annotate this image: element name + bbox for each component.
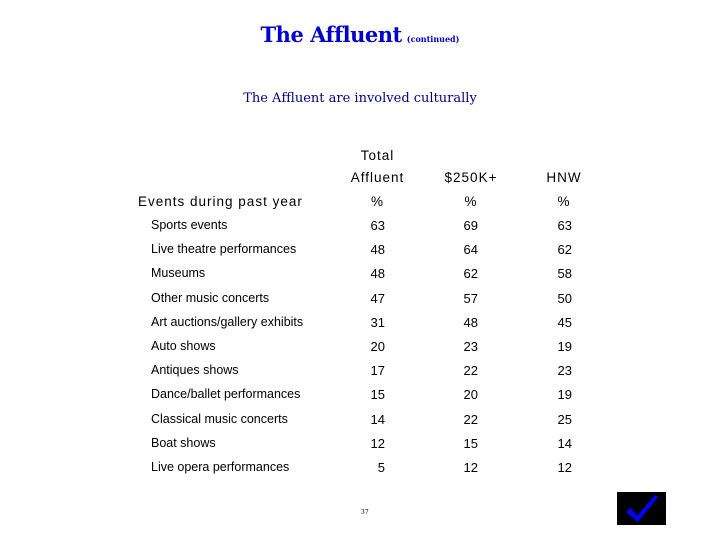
table-cell-value: 63 <box>557 218 572 233</box>
col-total-header-line1: Total <box>360 148 395 163</box>
table-cell-value: 12 <box>463 460 478 475</box>
table-cell-value: 14 <box>557 436 572 451</box>
col-hnw-header: HNW <box>546 170 582 185</box>
table-cell-value: 45 <box>557 315 572 330</box>
table-row-label: Live opera performances <box>151 460 290 474</box>
table-cell-value: 31 <box>370 315 385 330</box>
table-row-label: Sports events <box>151 218 228 232</box>
table-cell-value: 57 <box>463 291 478 306</box>
table-cell-value: 19 <box>557 339 572 354</box>
title-main: The Affluent <box>260 22 402 47</box>
table-cell-value: 22 <box>463 412 478 427</box>
col-250k-unit: % <box>464 194 478 209</box>
table-cell-value: 14 <box>370 412 385 427</box>
table-cell-value: 20 <box>370 339 385 354</box>
col-hnw-unit: % <box>557 194 571 209</box>
table-cell-value: 23 <box>557 363 572 378</box>
table-cell-value: 48 <box>370 266 385 281</box>
table-row-label: Dance/ballet performances <box>151 387 301 401</box>
table-cell-value: 25 <box>557 412 572 427</box>
table-cell-value: 12 <box>557 460 572 475</box>
table-cell-value: 50 <box>557 291 572 306</box>
table-cell-value: 12 <box>370 436 385 451</box>
checkmark-button[interactable] <box>617 492 666 525</box>
table-cell-value: 62 <box>463 266 478 281</box>
table-cell-value: 15 <box>370 387 385 402</box>
col-total-header-line2: Affluent <box>350 170 405 185</box>
table-cell-value: 5 <box>377 460 385 475</box>
table-cell-value: 20 <box>463 387 478 402</box>
table-row-label: Museums <box>151 266 206 280</box>
table-cell-value: 58 <box>557 266 572 281</box>
table-cell-value: 22 <box>463 363 478 378</box>
table-cell-value: 64 <box>463 242 478 257</box>
table-cell-value: 17 <box>370 363 385 378</box>
table-row-label: Other music concerts <box>151 291 270 305</box>
col-total-unit: % <box>370 194 384 209</box>
col-250k-header: $250K+ <box>444 170 498 185</box>
page-subtitle: The Affluent are involved culturally <box>243 91 477 106</box>
table-cell-value: 48 <box>463 315 478 330</box>
table-cell-value: 62 <box>557 242 572 257</box>
table-cell-value: 47 <box>370 291 385 306</box>
page-number: 37 <box>361 509 369 516</box>
table-cell-value: 69 <box>463 218 478 233</box>
table-row-label: Auto shows <box>151 339 216 353</box>
table-cell-value: 23 <box>463 339 478 354</box>
checkmark-icon <box>617 492 666 525</box>
page-title <box>0 22 720 47</box>
table-cell-value: 48 <box>370 242 385 257</box>
table-cell-value: 19 <box>557 387 572 402</box>
table-cell-value: 15 <box>463 436 478 451</box>
table-row-label: Live theatre performances <box>151 242 297 256</box>
table-row-label: Antiques shows <box>151 363 239 377</box>
table-row-label: Art auctions/gallery exhibits <box>151 315 304 329</box>
table-cell-value: 63 <box>370 218 385 233</box>
table-row-label: Classical music concerts <box>151 412 288 426</box>
row-header: Events during past year <box>138 194 303 209</box>
title-continued: (continued) <box>406 34 460 44</box>
table-row-label: Boat shows <box>151 436 216 450</box>
